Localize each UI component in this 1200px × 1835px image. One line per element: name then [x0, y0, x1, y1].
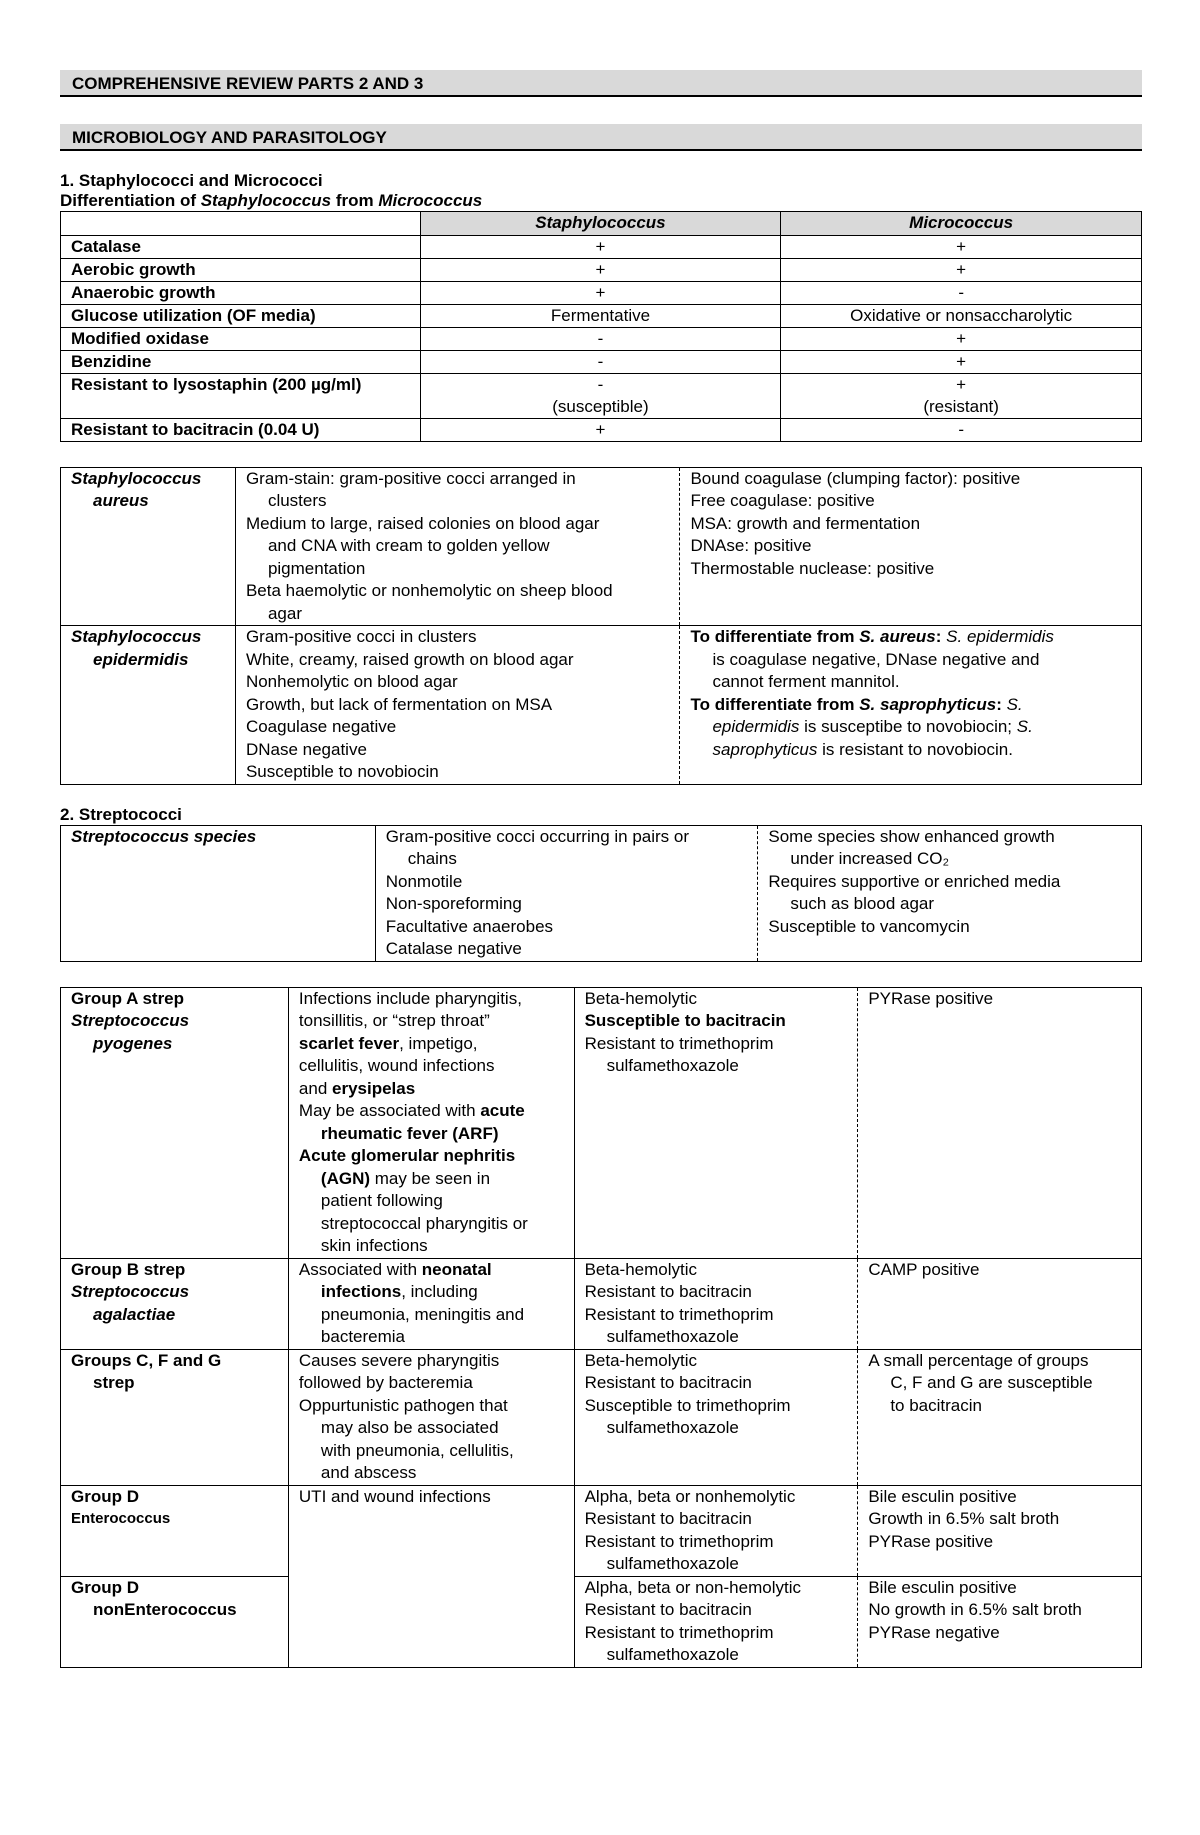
table-row — [61, 350, 1142, 373]
row-label: Anaerobic growth — [61, 281, 421, 304]
row-label: Resistant to bacitracin (0.04 U) — [61, 418, 421, 441]
strep-species-row — [61, 825, 1142, 961]
group-tests: Bile esculin positive No growth in 6.5% salt broth PYRase negative — [858, 1576, 1142, 1667]
row-label: Glucose utilization (OF media) — [61, 304, 421, 327]
group-b-row — [61, 1258, 1142, 1349]
staph-value: + — [420, 235, 781, 258]
table-row — [61, 327, 1142, 350]
group-cfg-row — [61, 1349, 1142, 1485]
col-micrococcus: Micrococcus — [781, 212, 1142, 236]
staph-epidermidis-row — [61, 626, 1142, 785]
species-properties: Gram-positive cocci occurring in pairs or chains Nonmotile Non-sporeforming Facultative anaerobes Catalase negative — [375, 825, 758, 961]
species-differentiation: To differentiate from S. aureus: S. epidermidis is coagulase negative, DNase negative and cannot ferment mannitol. To differentiate from S. saprophyticus: S. epidermidis is susceptibe to novobiocin; S. saprophyticus is resistant to novobiocin. — [680, 626, 1142, 785]
group-hemolysis: Beta-hemolytic Resistant to bacitracin Susceptible to trimethoprim sulfamethoxazole — [574, 1349, 858, 1485]
group-tests: Bile esculin positive Growth in 6.5% salt broth PYRase positive — [858, 1485, 1142, 1576]
staph-aureus-row — [61, 467, 1142, 626]
group-diseases: Causes severe pharyngitis followed by bacteremia Oppurtunistic pathogen that may also be associated with pneumonia, cellulitis, and abscess — [288, 1349, 574, 1485]
group-name: Group A strep Streptococcus pyogenes — [61, 987, 289, 1258]
staph-value: Fermentative — [420, 304, 781, 327]
group-diseases: Infections include pharyngitis, tonsillitis, or “strep throat” scarlet fever, impetigo, cellulitis, wound infections and erysipelas May be associated with acute rheumatic fever (ARF) Acute glomerular nephritis (AGN) may be seen in patient following streptococcal pharyngitis or skin infections — [288, 987, 574, 1258]
table-row — [61, 418, 1142, 441]
micro-value: + — [781, 327, 1142, 350]
staph-value: - (susceptible) — [420, 373, 781, 418]
staph-value: + — [420, 281, 781, 304]
group-diseases: Associated with neonatal infections, including pneumonia, meningitis and bacteremia — [288, 1258, 574, 1349]
micro-value: - — [781, 418, 1142, 441]
species-description: Gram-stain: gram-positive cocci arranged in clusters Medium to large, raised colonies on blood agar and CNA with cream to golden yellow pigmentation Beta haemolytic or nonhemolytic on sheep blood agar — [235, 467, 680, 626]
document-page — [60, 70, 1142, 1668]
micro-value: Oxidative or nonsaccharolytic — [781, 304, 1142, 327]
table-row — [61, 258, 1142, 281]
species-notes: Some species show enhanced growth under increased CO₂ Requires supportive or enriched media such as blood agar Susceptible to vancomycin — [758, 825, 1142, 961]
row-label: Resistant to lysostaphin (200 µg/ml) — [61, 373, 421, 418]
staph-value: + — [420, 418, 781, 441]
group-name: Group D Enterococcus — [61, 1485, 289, 1576]
group-hemolysis: Beta-hemolytic Resistant to bacitracin Resistant to trimethoprim sulfamethoxazole — [574, 1258, 858, 1349]
group-hemolysis: Alpha, beta or nonhemolytic Resistant to bacitracin Resistant to trimethoprim sulfamethoxazole — [574, 1485, 858, 1576]
section-1-title: 1. Staphylococci and Micrococci — [60, 171, 323, 190]
group-hemolysis: Beta-hemolytic Susceptible to bacitracin Resistant to trimethoprim sulfamethoxazole — [574, 987, 858, 1258]
micro-value: + (resistant) — [781, 373, 1142, 418]
group-diseases: UTI and wound infections — [288, 1485, 574, 1667]
row-label: Catalase — [61, 235, 421, 258]
micro-value: + — [781, 258, 1142, 281]
group-hemolysis: Alpha, beta or non-hemolytic Resistant to bacitracin Resistant to trimethoprim sulfamethoxazole — [574, 1576, 858, 1667]
micro-value: + — [781, 350, 1142, 373]
group-d-enterococcus-row — [61, 1485, 1142, 1576]
species-description: Gram-positive cocci in clusters White, creamy, raised growth on blood agar Nonhemolytic on blood agar Growth, but lack of fermentation on MSA Coagulase negative DNase negative Susceptible to novobiocin — [235, 626, 680, 785]
micro-value: + — [781, 235, 1142, 258]
species-name: Streptococcus species — [61, 825, 376, 961]
col-staphylococcus: Staphylococcus — [420, 212, 781, 236]
species-name: Staphylococcus epidermidis — [61, 626, 236, 785]
streptococcus-species-table — [60, 825, 1142, 962]
differentiation-table — [60, 211, 1142, 442]
banner-comprehensive-review: COMPREHENSIVE REVIEW PARTS 2 AND 3 — [60, 70, 1142, 97]
streptococcus-groups-table — [60, 987, 1142, 1668]
staph-value: + — [420, 258, 781, 281]
group-tests: A small percentage of groups C, F and G are susceptible to bacitracin — [858, 1349, 1142, 1485]
table-row — [61, 281, 1142, 304]
staph-value: - — [420, 327, 781, 350]
row-label: Benzidine — [61, 350, 421, 373]
banner-microbiology: MICROBIOLOGY AND PARASITOLOGY — [60, 124, 1142, 151]
row-label: Modified oxidase — [61, 327, 421, 350]
group-a-row — [61, 987, 1142, 1258]
group-name: Group B strep Streptococcus agalactiae — [61, 1258, 289, 1349]
group-name: Groups C, F and G strep — [61, 1349, 289, 1485]
group-name: Group D nonEnterococcus — [61, 1576, 289, 1667]
staph-value: - — [420, 350, 781, 373]
section-1-subtitle: Differentiation of Staphylococcus from Micrococcus — [60, 191, 483, 210]
group-d-nonenterococcus-row — [61, 1576, 1142, 1667]
species-tests: Bound coagulase (clumping factor): positive Free coagulase: positive MSA: growth and fermentation DNAse: positive Thermostable nuclease: positive — [680, 467, 1142, 626]
table-row — [61, 304, 1142, 327]
section-2-title: 2. Streptococci — [60, 804, 182, 824]
micro-value: - — [781, 281, 1142, 304]
group-tests: CAMP positive — [858, 1258, 1142, 1349]
differentiation-header-row — [61, 212, 1142, 236]
staph-species-table — [60, 467, 1142, 785]
row-label: Aerobic growth — [61, 258, 421, 281]
table-row — [61, 373, 1142, 418]
species-name: Staphylococcus aureus — [61, 467, 236, 626]
group-tests: PYRase positive — [858, 987, 1142, 1258]
table-row — [61, 235, 1142, 258]
